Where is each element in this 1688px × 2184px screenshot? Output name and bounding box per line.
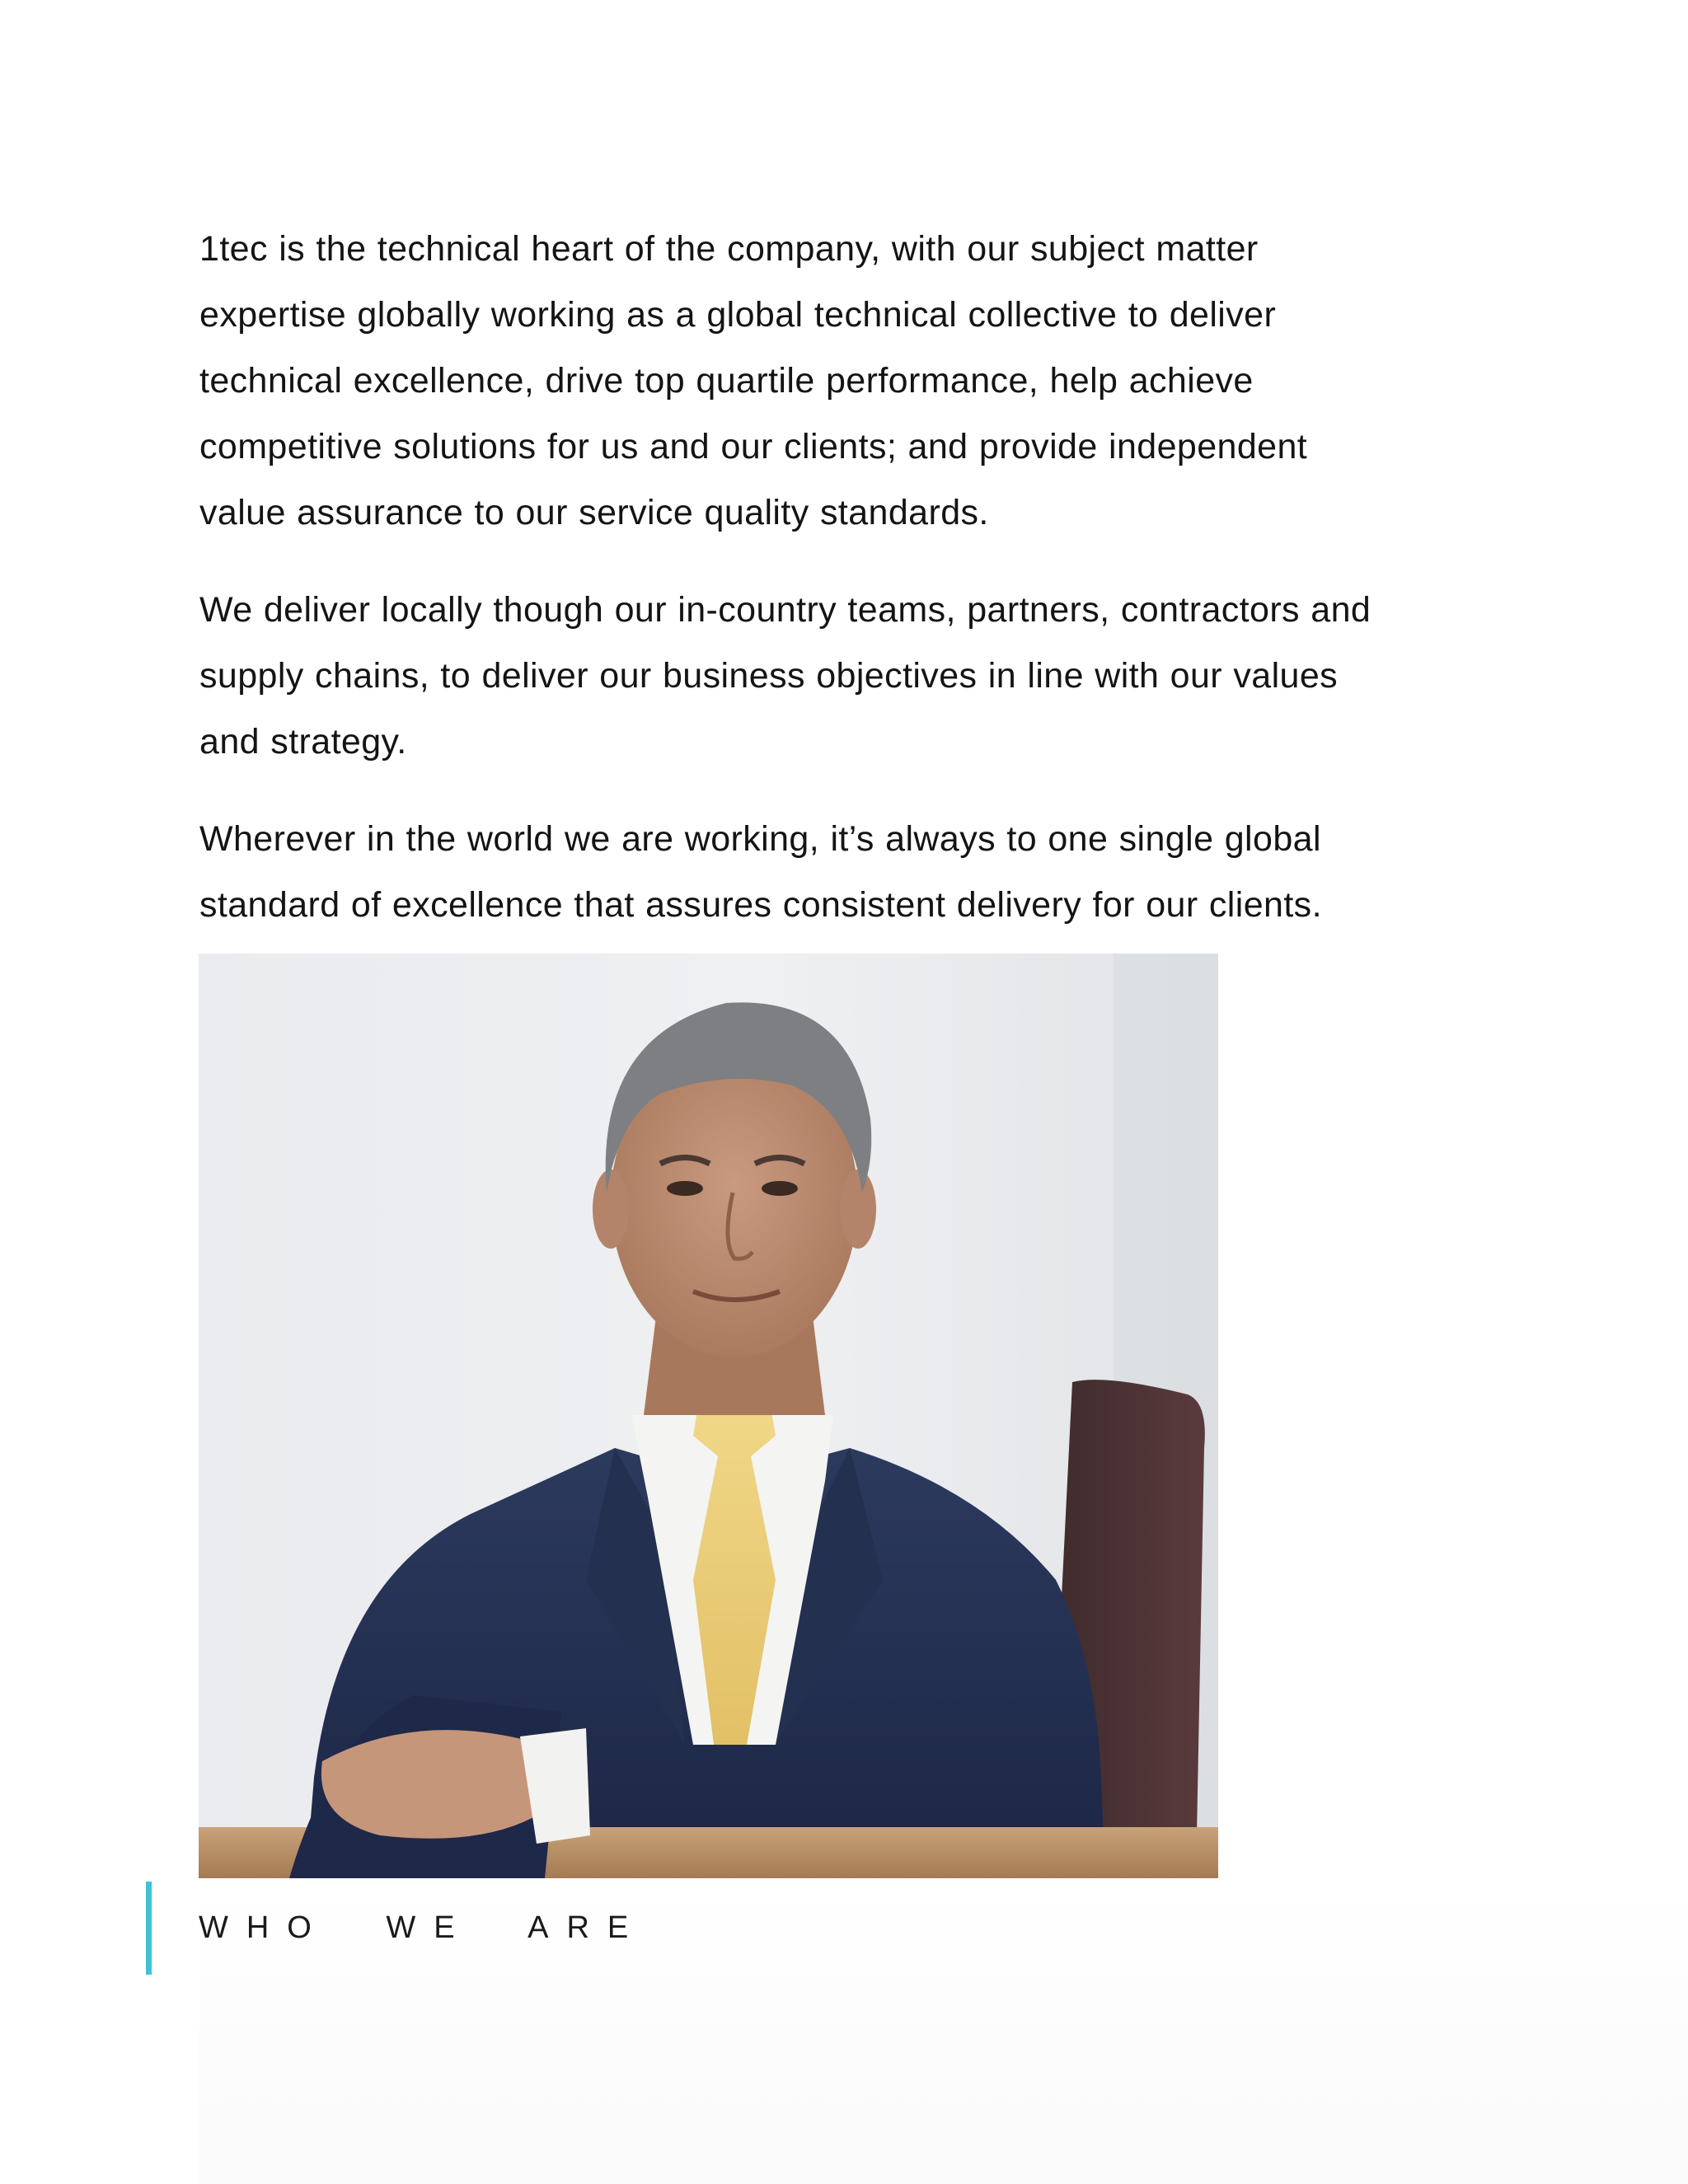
paragraph-3-line-2: standard of excellence that assures consistent delivery for our clients. [199, 885, 1322, 925]
section-label: WHO WE ARE [199, 1910, 647, 1945]
paragraph-1 [199, 216, 1502, 546]
paragraph-2-line-1: We deliver locally though our in-country teams, partners, contractors and [199, 590, 1372, 630]
paragraph-2 [199, 577, 1502, 775]
paragraph-1-line-2: expertise globally working as a global technical collective to deliver [199, 295, 1277, 335]
hands [321, 1730, 554, 1839]
paragraph-1-line-1: 1tec is the technical heart of the company, with our subject matter [199, 229, 1259, 269]
body-text [199, 216, 1502, 969]
portrait-illustration [199, 954, 1218, 1878]
paragraph-2-line-2: supply chains, to deliver our business objectives in line with our values [199, 656, 1339, 696]
paragraph-1-line-3: technical excellence, drive top quartile performance, help achieve [199, 361, 1254, 401]
paragraph-3 [199, 806, 1502, 938]
paragraph-3-line-1: Wherever in the world we are working, it’s always to one single global [199, 819, 1321, 859]
portrait-photo [199, 954, 1218, 1878]
paragraph-1-line-5: value assurance to our service quality standards. [199, 493, 989, 532]
paragraph-1-line-4: competitive solutions for us and our clients; and provide independent [199, 427, 1308, 466]
paragraph-2-line-3: and strategy. [199, 722, 407, 762]
section-accent-bar [146, 1882, 152, 1975]
